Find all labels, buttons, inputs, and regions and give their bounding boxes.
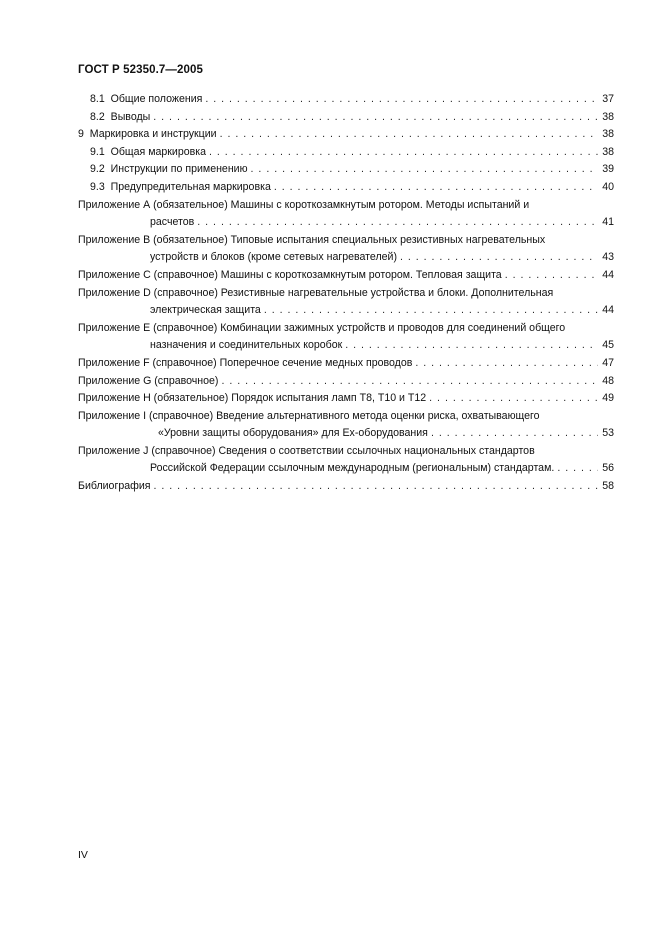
toc-page: 38: [602, 128, 614, 141]
toc-number: 8.1: [90, 93, 105, 105]
toc-appendix-d[interactable]: [78, 285, 614, 320]
toc-page: 56: [602, 462, 614, 475]
toc-number: 8.2: [90, 110, 105, 123]
toc-entry-9-2[interactable]: [78, 161, 614, 179]
toc-entry-9-3[interactable]: [78, 179, 614, 197]
toc-page: 49: [602, 392, 614, 405]
toc-appendix-g[interactable]: [78, 373, 614, 391]
toc-page: 44: [602, 304, 614, 317]
toc-appendix-a[interactable]: [78, 197, 614, 232]
toc-appendix-e[interactable]: [78, 320, 614, 355]
toc-title: Выводы: [110, 110, 151, 123]
toc-page: 43: [602, 251, 614, 264]
toc-appendix-b[interactable]: [78, 232, 614, 267]
appendix-title: Приложение В (обязательное) Типовые испытания специальных резистивных нагревательных: [78, 233, 546, 246]
dot-leader: [264, 302, 598, 320]
appendix-title: Приложение А (обязательное) Машины с короткозамкнутым ротором. Методы испытаний и: [78, 198, 530, 211]
dot-leader: [557, 460, 598, 478]
toc-page: 58: [602, 480, 614, 493]
toc-page: 38: [602, 110, 614, 123]
dot-leader: [221, 373, 598, 391]
appendix-title-continued: «Уровни защиты оборудования» для Ех-оборудования: [158, 427, 428, 440]
toc-title: Общие положения: [110, 93, 203, 105]
toc-page: 44: [602, 268, 614, 281]
appendix-title: Приложение Е (справочное) Комбинации зажимных устройств и проводов для соединений общего: [78, 321, 566, 334]
toc-title: Маркировка и инструкции: [89, 128, 217, 141]
toc-appendix-f[interactable]: [78, 355, 614, 373]
toc-entry-9-1[interactable]: [78, 144, 614, 162]
appendix-title: Приложение G (справочное): [78, 374, 219, 387]
toc-number: 9.1: [90, 145, 105, 158]
toc-title: Общая маркировка: [110, 145, 207, 158]
toc-entry-8-2[interactable]: [78, 109, 614, 127]
appendix-title: Приложение D (справочное) Резистивные нагревательные устройства и блоки. Дополнительная: [78, 286, 554, 299]
toc-page: 37: [602, 93, 614, 105]
appendix-title: Приложение С (справочное) Машины с короткозамкнутым ротором. Тепловая защита: [78, 268, 502, 281]
appendix-title-continued: назначения и соединительных коробок: [150, 339, 343, 352]
toc-page: 53: [602, 427, 614, 440]
dot-leader: [415, 355, 598, 373]
toc-page: 48: [602, 374, 614, 387]
toc-title: Инструкции по применению: [110, 163, 248, 176]
dot-leader: [153, 109, 598, 127]
dot-leader: [431, 425, 598, 443]
toc-number: 9.3: [90, 180, 105, 193]
toc-page: 38: [602, 145, 614, 158]
dot-leader: [205, 91, 598, 109]
dot-leader: [345, 337, 598, 355]
document-header: ГОСТ Р 52350.7—2005: [78, 64, 203, 76]
toc-appendix-c[interactable]: [78, 267, 614, 285]
toc-appendix-j[interactable]: [78, 443, 614, 478]
toc-appendix-i[interactable]: [78, 408, 614, 443]
toc-appendix-h[interactable]: [78, 390, 614, 408]
toc-number: 9.2: [90, 163, 105, 176]
dot-leader: [274, 179, 598, 197]
toc-page: 45: [602, 339, 614, 352]
dot-leader: [209, 144, 598, 162]
toc-bibliography[interactable]: [78, 478, 614, 496]
dot-leader: [153, 478, 598, 496]
appendix-title-continued: расчетов: [150, 216, 195, 229]
toc-number: 9: [78, 128, 84, 141]
toc-page: 41: [602, 216, 614, 229]
appendix-title-continued: Российской Федерации ссылочным международным (региональным) стандартам.: [150, 462, 555, 475]
table-of-contents: [78, 91, 614, 496]
appendix-title: Приложение I (справочное) Введение альтернативного метода оценки риска, охватывающего: [78, 409, 540, 422]
dot-leader: [220, 126, 598, 144]
appendix-title-continued: электрическая защита: [150, 304, 261, 317]
page-number: IV: [78, 849, 88, 861]
appendix-title: Приложение J (справочное) Сведения о соответствии ссылочных национальных стандартов: [78, 444, 535, 457]
dot-leader: [505, 267, 598, 285]
toc-page: 39: [602, 163, 614, 176]
dot-leader: [400, 249, 598, 267]
bibliography-title: Библиография: [78, 480, 151, 493]
dot-leader: [429, 390, 598, 408]
appendix-title-continued: устройств и блоков (кроме сетевых нагревателей): [150, 251, 397, 264]
toc-entry-9[interactable]: [78, 126, 614, 144]
toc-title: Предупредительная маркировка: [110, 180, 271, 193]
toc-page: 40: [602, 180, 614, 193]
appendix-title: Приложение F (справочное) Поперечное сечение медных проводов: [78, 356, 413, 369]
dot-leader: [251, 161, 598, 179]
appendix-title: Приложение Н (обязательное) Порядок испытания ламп Т8, Т10 и Т12: [78, 392, 427, 405]
toc-entry-8-1[interactable]: [78, 91, 614, 109]
dot-leader: [197, 214, 598, 232]
toc-page: 47: [602, 356, 614, 369]
